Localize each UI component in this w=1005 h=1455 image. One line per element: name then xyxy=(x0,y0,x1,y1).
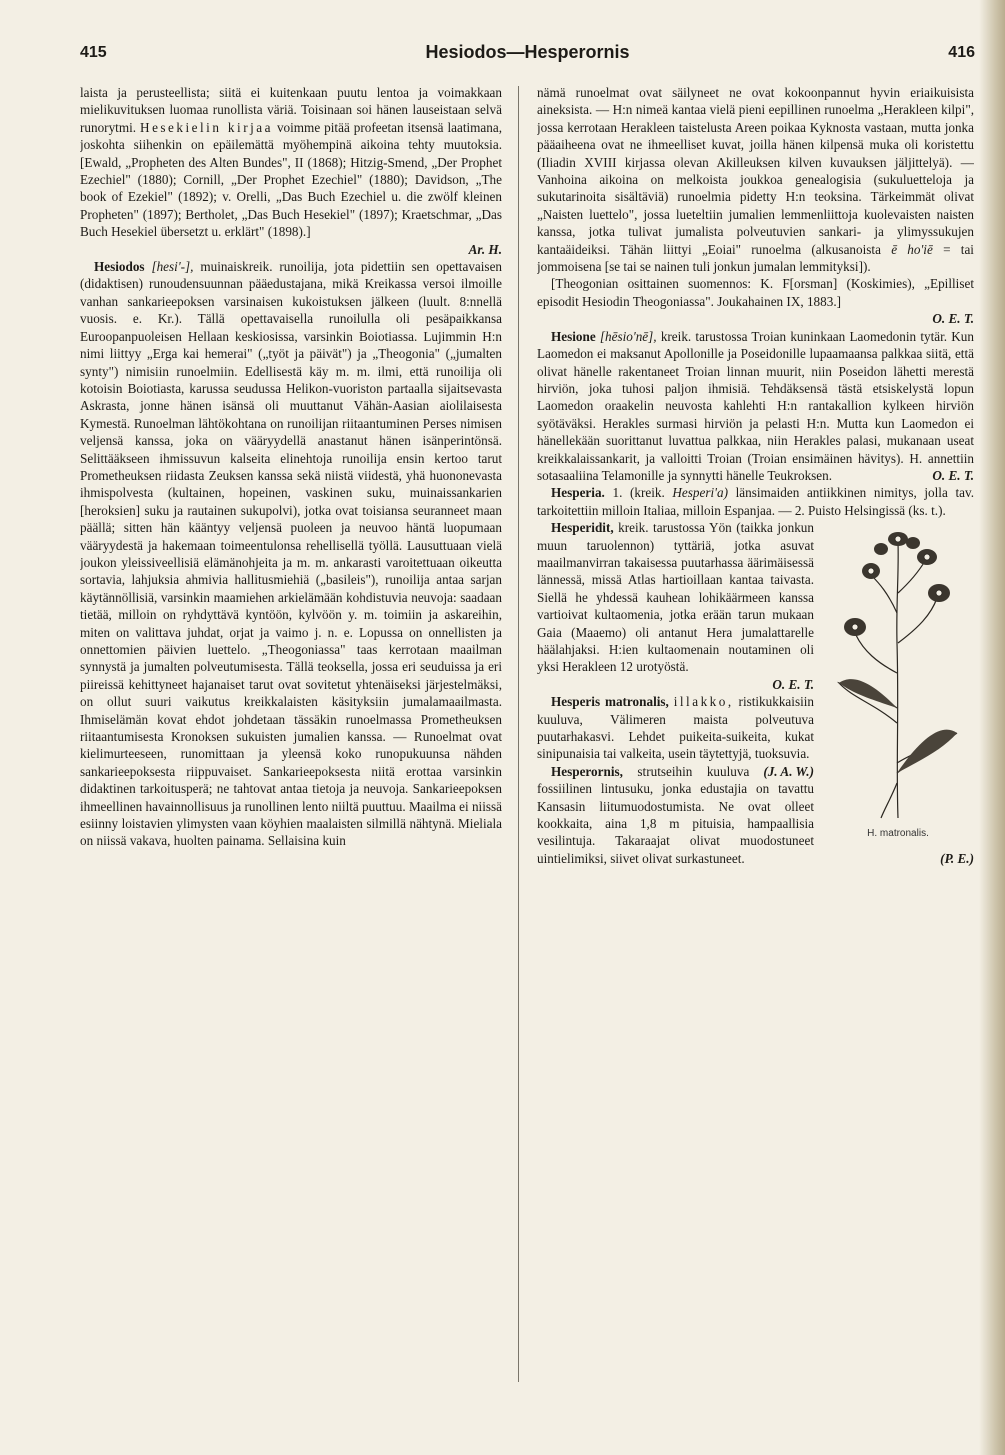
column-divider xyxy=(518,86,519,1382)
page-number-right: 416 xyxy=(948,44,975,61)
headword: Hesperidit, xyxy=(551,520,614,536)
signature: O. E. T. xyxy=(772,676,814,692)
signature: Ar. H. xyxy=(468,241,502,257)
entry-hesperornis: Hesperornis, strutseihin kuuluva fossiilinen lintusuku, jonka edustajia on tavattu Kansasin liitumuodostumista. Ne ovat olleet kookkaita, aina 1,8 m pituisia, hampaallisia vesilintuja. Takaraajat olivat muodostuneet uintielimiksi, siivet olivat surkastuneet. (P. E.) xyxy=(537,763,974,866)
running-title: Hesiodos—Hesperornis xyxy=(425,42,630,62)
signature: (J. A. W.) xyxy=(763,763,814,779)
right-column xyxy=(537,84,974,1384)
hesperis-flower-icon xyxy=(833,523,963,823)
page-number-left: 415 xyxy=(80,44,107,61)
headword: Hesione xyxy=(551,328,596,344)
entry-hesiodos-continued: nämä runoelmat ovat säilyneet ne ovat kokoonpannut hyvin eriaikuisista aineksista. — H:n nimeä kantaa vielä pieni eepillinen runoelma „Herakleen kilpi", jossa kerrotaan Herakleen taistelusta Areen poikaa Kyknosta vastaan, mutta jonka pääaiheena ovat ne ihmeelliset kuvat, joilla hänen kilpensä muka oli koristettu (Iliadin XVIII kirjassa olevan Akilleuksen kilven kuvauksen jäljittelyä). — Vanhoina aikoina on melkoista joukkoa genealogisia (sukuluetteloja ja sukutarinoita sisältäviä) runoelmia pidetty H:n teoksina. Tärkeimmät olivat „Naisten luettelo", jossa lueteltiin jumalien lemmenliittoja kuolevaisten naisten kanssa, jotka tulivat jumalista polveutuvien sankari- ja ylimyssukujen kantaäideiksi. Tähän liittyi „Eoiai" runoelma (alkusanoista ē ho'iē = tai jommoisena [se tai se nainen tuli jonkun jumalan lemmityksi]). xyxy=(537,85,974,275)
headword: Hesperis matronalis, xyxy=(551,694,669,710)
left-column xyxy=(80,84,502,1384)
entry-hesekiel-continued: laista ja perusteellista; siitä ei kuitenkaan puutu lentoa ja voimakkaan mielikuvituksen luomaa runollista väriä. Toisinaan soi hänen lauseistaan selvä runorytmi. Hesekielin kirjaa voimme pitää profeetan itsensä laatimana, joskohta siihenkin on epäilemättä myöhempinä aikoina tehty muutoksia. [Ewald, „Propheten des Alten Bundes", II (1868); Hitzig-Smend, „Der Prophet Ezechiel" (1880); Cornill, „Der Prophet Ezechiel" (1880); Davidson, „The book of Ezekiel" (1892); v. Orelli, „Das Buch Ezechiel u. die zwölf kleinen Propheten" (1897); Bertholet, „Das Buch Hesekiel" (1897); Kraetschmar, „Das Buch Hesekiel übersetzt u. erklärt" (1898).] xyxy=(80,85,502,240)
figure-caption: H. matronalis. xyxy=(867,828,929,840)
signature: (P. E.) xyxy=(940,850,974,866)
entry-hesperis-matronalis: Hesperis matronalis, illakko, ristikukkaisiin kuuluva, Välimeren maista polveutuva puutarhakasvi. Lehdet puikeita-suikeita, kukat sinipunaisia tai valkeita, usein täytettyjä, tuoksuvia. (J. A. W.) xyxy=(537,694,815,779)
plant-illustration xyxy=(822,523,974,842)
entry-hesione: Hesione [hēsio'nē], kreik. tarustossa Troian kuninkaan Laomedonin tytär. Kun Laomedon ei maksanut Apollonille ja Poseidonille lupaamaansa palkkaa siitä, että olivat hänelle rakentaneet Troian linnan muurit, niin Poseidon lähetti merestä hirviön, joka tuhosi paljon ihmisiä. Tehdäksensä tästä etsiskelystä lopun Laomedon oraakelin neuvosta kahlehti H:n rantakallion kylkeen hirviön syötäväksi. Herakles surmasi hirviön ja pelasti H:n. Mutta kun Laomedon ei hänellekään suorittanut luvattua palkkaa, niin Herakles palasi, mukanaan useat kreikkalaissankarit, ja valloitti Troian (Troian ensimäinen hävitys). H. annettiin sotasaaliina Telamonille ja synnytti hänelle Teukroksen. O. E. T. xyxy=(537,328,974,483)
page-header xyxy=(80,44,975,70)
page-edge xyxy=(979,0,1005,1455)
entry-hesperidit: Hesperidit, kreik. tarustossa Yön (taikka jonkun muun taruolennon) tyttäriä, jotka asuvat maailmanvirran takaisessa puutarhassa äärimäisessä lännessä, missä Atlas hartioillaan kantaa taivasta. Siellä he yhdessä kauhean lohikäärmeen kanssa vartioivat kultaomenia, jotka erään tarun mukaan Gaia (Maaemo) oli antanut Hera jumalattarelle häälahjaksi. H:ien kultaomenain noutaminen oli yksi Herakleen 12 urotyöstä. xyxy=(537,520,814,675)
signature: O. E. T. xyxy=(932,467,974,483)
headword: Hesperia. xyxy=(551,485,605,501)
bibliography: [Theogonian osittainen suomennos: K. F[orsman] (Koskimies), „Epilliset episodit Hesiodin Theogoniassa". Joukahainen IX, 1883.] xyxy=(537,276,974,309)
headword: Hesiodos xyxy=(94,259,145,275)
signature: O. E. T. xyxy=(932,311,974,327)
headword: Hesperornis, xyxy=(551,763,623,779)
entry-hesiodos: Hesiodos [hesi'-], muinaiskreik. runoilija, jota pidettiin sen opettavaisen (didaktisen) runoudensuunnan pääedustajana, mikä Kreikassa versoi ilmoille vanhan sankarieepoksen varsinaisen kukoistuksen jälkeen (luult. 8:nnellä vuosis. e. Kr.). Tällä opettavaisella runoilulla oli pesäpaikkansa Euroopanpuoleisen Hellaan keskiosissa, varsinkin Boiotiassa. Lujimmin H:n nimi liittyy „Erga kai hemerai" („työt ja päivät") ja „Theogonia" („jumalten synty") nimisiin runoelmiin. Edellisestä käy m. m. ilmi, että runoilija oli kotoisin Boiotiasta, karussa seudussa Helikon-vuoriston partaalla sijaitsevasta Askrasta, jonne hänen isänsä oli muuttanut Vähän-Aasian aiolilaisesta Kymestä. Runoelman lähtökohtana on runoilijan riitaantuminen Perses nimisen veljensä kanssa, joka on vääryydellä anastanut hänen isänperintönsä. Selittääkseen ihmissuvun kalseita elinehtoja runoilija ensin kertoo tarut Prometheuksen riidasta Zeuksen kanssa sekä niistä viidestä, yhä huononevasta ihmispolvesta (kultainen, hopeinen, vaskinen suku, muinaissankarien [heroksien] suku ja rautainen sukupolvi), jotka ovat toisiansa seuranneet maan päällä; sitten hän kääntyy veljensä puoleen ja neuvoo häntä luopumaan vääryydestä ja hakemaan toimeentulonsa rehellisellä työllä. Lausuttuaan vielä joukon yleissiveellisiä elämänohjeita ja m. m. ankarasti varoitettuaan oikeutta sortavia, lahjuksia ahmivia hallitusmiehiä („basileis"), runoilija antaa sarjan käytännöllisiä, varsinkin maamiehen arkielämään kohdistuvia neuvoja: saadaan tietää, milloin on ryhdyttävä kyntöön, kylvöön y. m. toimiin ja askareihin, miten on valittava juhdat, orjat ja vaimo j. n. e. Lopussa on onnellisten ja onnettomien päivien luettelo. „Theogoniassa" taas kerrotaan maailman synnystä ja jumalten polveutumisesta. Tällä teoksella, jossa eri seuduissa ja eri piireissä kehittyneet hajanaiset tarut ovat sovitetut yhtenäiseksi järjestelmäksi, on ollut suuri vaikutus kreikkalaisten käsityksiin jumalamaailmasta. Ihmiselämän kovat ehdot johdetaan tässäkin runoelmassa Prometheuksen riitaantumisesta Kronoksen sukuisten jumalien kanssa. — Runoelmat ovat kielimurteeseen, runomittaan ja yleensä koko runopukuunsa nähden sankarieepoksesta riippuvaiset. Sankarieepoksesta niitä erottaa varsinkin didaktinen tarkoitusperä; ne tahtovat antaa tietoja ja neuvoja. Sankarieepoksen ihmeellinen havainnollisuus ja runollinen lento niiltä puuttuu. Maailma ei niissä esiinny loistavien ylimysten vaan köyhien maalaisten silmillä nähtynä. Mieliala on niissä vakava, huolten painama. Sellaisina kuin xyxy=(80,259,502,849)
entry-hesperia: Hesperia. 1. (kreik. Hesperi'a) länsimaiden antiikkinen nimitys, jolla tav. tarkoitettiin milloin Italiaa, milloin Espanjaa. — 2. Puisto Helsingissä (ks. t.). xyxy=(537,485,974,518)
